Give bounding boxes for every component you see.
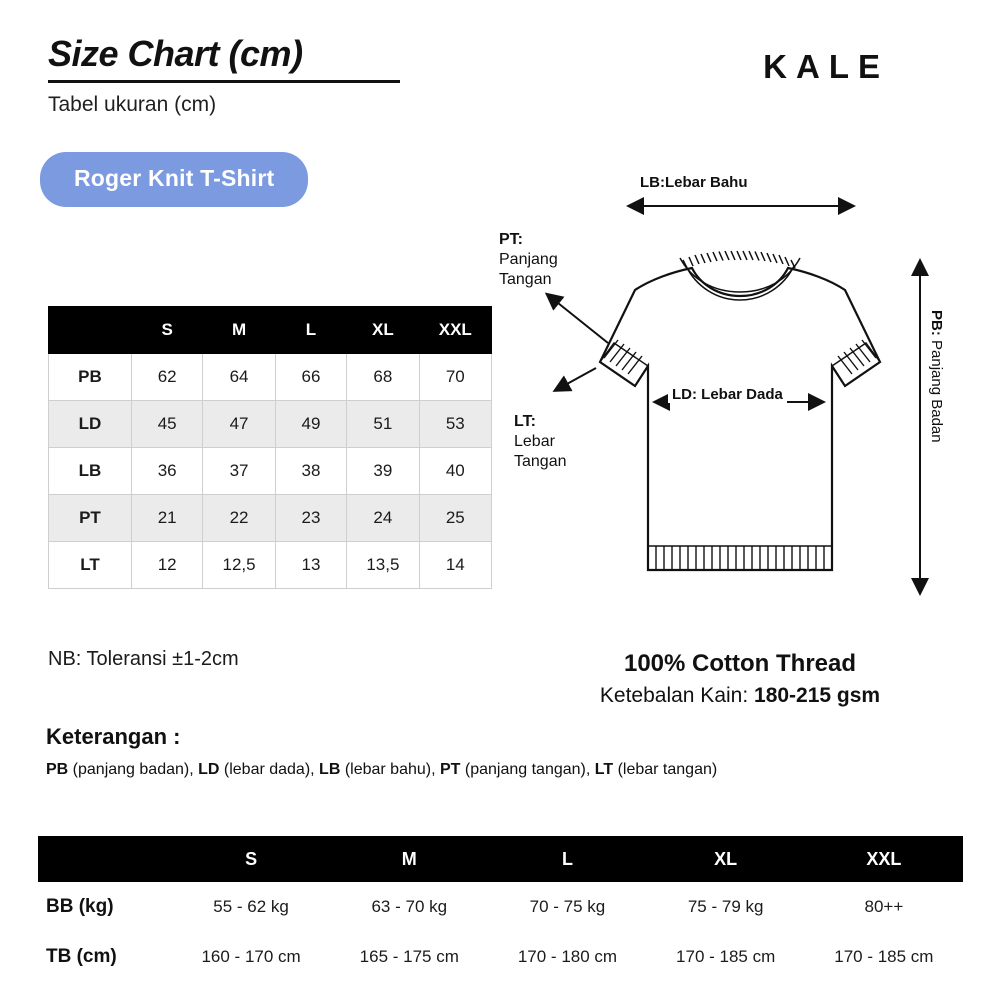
column-header-xxl: XXL [419, 307, 491, 354]
column-header-m: M [203, 307, 275, 354]
fabric-weight-value: 180-215 gsm [754, 684, 881, 707]
row-label-pb: PB [49, 354, 132, 401]
cell-lb-m: 37 [203, 448, 275, 495]
table-row [49, 448, 492, 495]
lb-label: LB:Lebar Bahu [640, 174, 748, 191]
product-name-badge: Roger Knit T-Shirt [40, 152, 308, 207]
cell-pt-s: 21 [131, 495, 202, 542]
cell-tb-m: 165 - 175 cm [359, 947, 459, 966]
pb-label: PB: Panjang Badan [928, 310, 945, 443]
tshirt-outline [600, 268, 880, 570]
cell-bb-xl: 75 - 79 kg [687, 897, 764, 916]
cell-lt-l: 13 [275, 542, 346, 589]
bottom-column-header-l: L [488, 836, 646, 882]
column-header-xl: XL [347, 307, 419, 354]
fit-recommendation-table [38, 836, 963, 982]
tolerance-note: NB: Toleransi ±1-2cm [48, 648, 239, 670]
row-label-ld: LD [49, 401, 132, 448]
legend-body: PB (panjang badan), LD (lebar dada), LB (lebar bahu), PT (panjang tangan), LT (lebar tangan) [46, 761, 718, 778]
pt-label: PT: Panjang Tangan [499, 231, 558, 288]
cell-tb-l: 170 - 180 cm [517, 947, 618, 966]
cell-pb-xl: 68 [347, 354, 419, 401]
column-header-s: S [131, 307, 202, 354]
lt-label: LT: Lebar Tangan [514, 413, 567, 470]
cell-lt-m: 12,5 [203, 542, 275, 589]
row-label-pt: PT [49, 495, 132, 542]
cell-pt-m: 22 [203, 495, 275, 542]
cell-pb-m: 64 [203, 354, 275, 401]
tshirt-diagram [499, 174, 970, 620]
bottom-column-header-m: M [330, 836, 488, 882]
bottom-column-header-xl: XL [647, 836, 805, 882]
column-header-l: L [275, 307, 346, 354]
cell-pb-l: 66 [275, 354, 346, 401]
cell-lb-xxl: 40 [419, 448, 491, 495]
table-row [49, 354, 492, 401]
cell-tb-s: 160 - 170 cm [201, 947, 301, 966]
cell-pt-xl: 24 [347, 495, 419, 542]
cell-tb-xl: 170 - 185 cm [676, 947, 776, 966]
table-row [49, 495, 492, 542]
pt-arrow [548, 295, 608, 343]
lt-arrow [556, 368, 596, 390]
page-subtitle: Tabel ukuran (cm) [48, 92, 217, 116]
cell-lt-xxl: 14 [419, 542, 491, 589]
row-label-bb: BB (kg) [46, 896, 114, 917]
cell-lb-l: 38 [275, 448, 346, 495]
bottom-hem [648, 546, 832, 570]
row-label-lt: LT [49, 542, 132, 589]
fabric-composition: 100% Cotton Thread [623, 650, 857, 677]
table-header-row [38, 836, 963, 882]
cell-pb-s: 62 [131, 354, 202, 401]
row-label-lb: LB [49, 448, 132, 495]
table-corner-cell [49, 307, 132, 354]
brand-logo: KALE [763, 48, 889, 85]
measurement-table [48, 306, 492, 589]
table-row [38, 882, 963, 932]
table-row [38, 932, 963, 982]
cell-bb-l: 70 - 75 kg [529, 897, 606, 916]
fabric-info [520, 650, 960, 708]
legend-title: Keterangan : [46, 724, 181, 749]
cell-tb-xxl: 170 - 185 cm [834, 947, 934, 966]
cell-bb-xxl: 80++ [864, 897, 904, 916]
cell-lt-s: 12 [131, 542, 202, 589]
cell-ld-xl: 51 [347, 401, 419, 448]
row-label-tb: TB (cm) [46, 946, 117, 967]
bottom-column-header-s: S [172, 836, 330, 882]
table-row [49, 401, 492, 448]
title-block [48, 34, 468, 117]
cell-lb-s: 36 [131, 448, 202, 495]
cell-ld-xxl: 53 [419, 401, 491, 448]
fabric-weight [520, 684, 960, 708]
table-row [49, 542, 492, 589]
fit-recommendation-section [38, 836, 963, 982]
bottom-column-header-xxl: XXL [805, 836, 963, 882]
cell-pt-xxl: 25 [419, 495, 491, 542]
cell-lb-xl: 39 [347, 448, 419, 495]
cell-ld-s: 45 [131, 401, 202, 448]
page-title: Size Chart (cm) [48, 34, 400, 83]
cell-pt-l: 23 [275, 495, 346, 542]
cell-bb-m: 63 - 70 kg [371, 897, 448, 916]
cell-bb-s: 55 - 62 kg [213, 897, 289, 916]
fabric-weight-label: Ketebalan Kain: [599, 684, 755, 707]
cell-lt-xl: 13,5 [347, 542, 419, 589]
bottom-corner-cell [38, 836, 172, 882]
cell-ld-m: 47 [203, 401, 275, 448]
cell-ld-l: 49 [275, 401, 346, 448]
table-header-row [49, 307, 492, 354]
ld-label: LD: Lebar Dada [668, 386, 787, 403]
cell-pb-xxl: 70 [419, 354, 491, 401]
